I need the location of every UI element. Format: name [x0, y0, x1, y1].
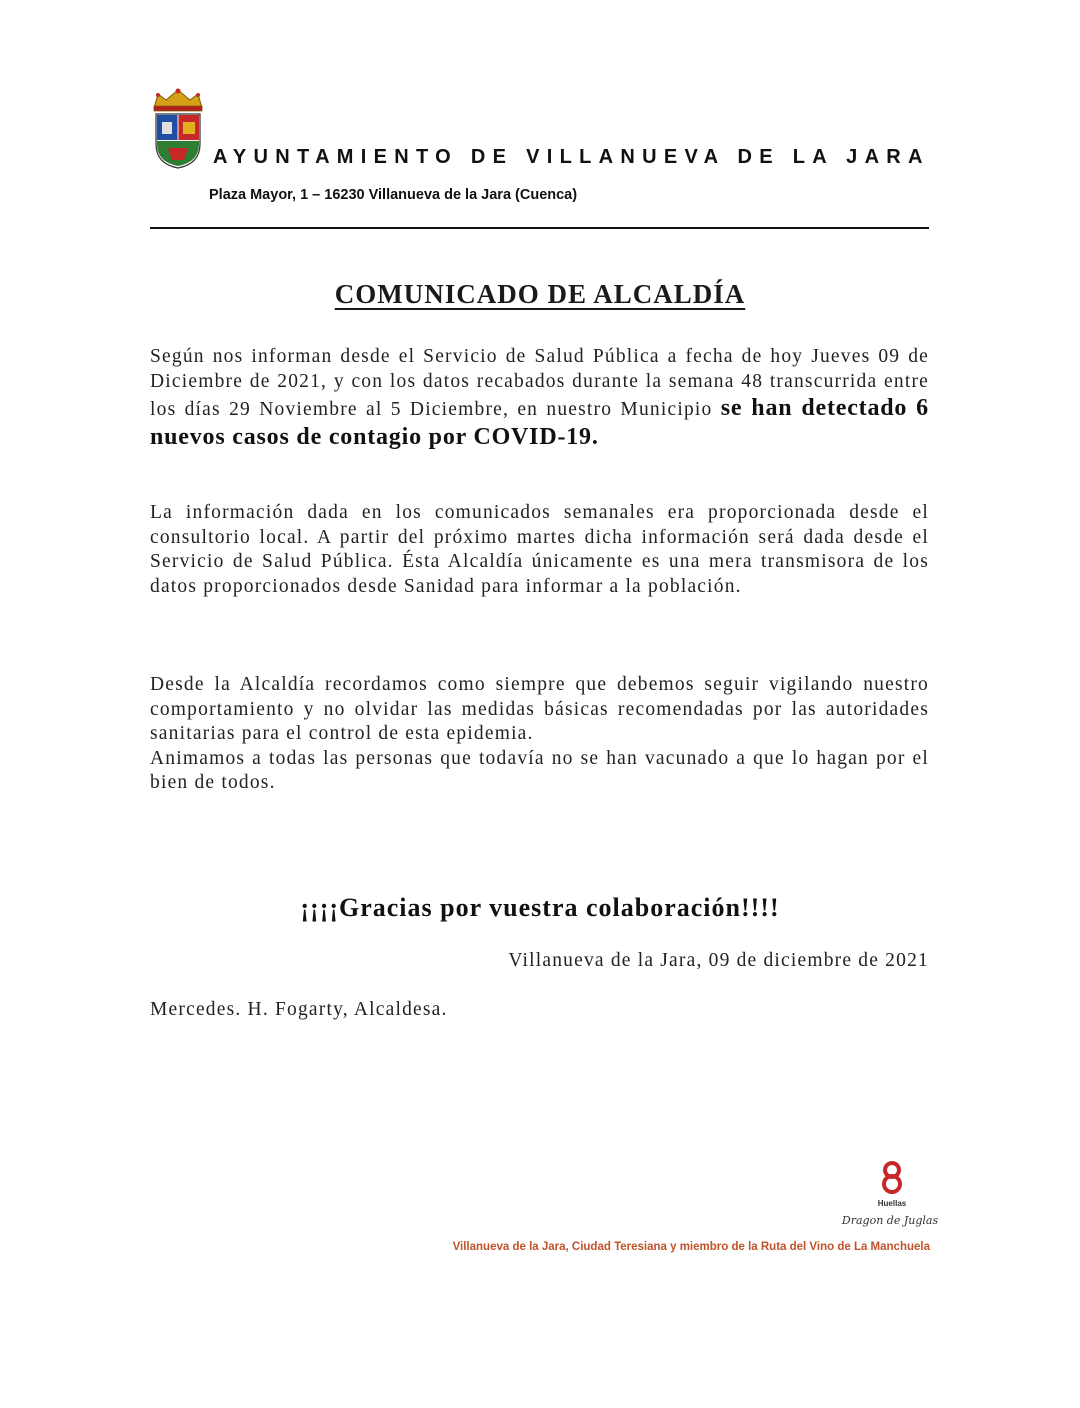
footer-tagline: Villanueva de la Jara, Ciudad Teresiana y miembro de la Ruta del Vino de La Manchuela	[452, 1241, 930, 1253]
paragraph-recommendations-a: Desde la Alcaldía recordamos como siempre que debemos seguir vigilando nuestro comportamiento y no olvidar las medidas básicas recomendadas por las autoridades sanitarias para el control de esta epidemia.	[150, 674, 929, 745]
huellas-logo-icon	[841, 1160, 939, 1232]
document-title-text: COMUNICADO DE ALCALDÍA	[334, 279, 746, 309]
organization-address: Plaza Mayor, 1 – 16230 Villanueva de la Jara (Cuenca)	[209, 187, 578, 203]
paragraph-recommendations-b: Animamos a todas las personas que todavía no se han vacunado a que lo hagan por el bien de todos.	[150, 747, 929, 794]
place-date: Villanueva de la Jara, 09 de diciembre de 2021	[508, 950, 929, 971]
organization-name: AYUNTAMIENTO DE VILLANUEVA DE LA JARA	[213, 146, 930, 168]
svg-text:Dragon de Juglas: Dragon de Juglas	[841, 1214, 939, 1227]
thanks-message: ¡¡¡¡Gracias por vuestra colaboración!!!!	[300, 893, 780, 922]
paragraph-cases	[150, 345, 929, 451]
svg-text:Huellas: Huellas	[877, 1199, 907, 1208]
paragraph-cases-highlight: se han detectado 6 nuevos casos de contagio por COVID-19.	[150, 395, 929, 450]
document-title	[0, 279, 1080, 310]
signature: Mercedes. H. Fogarty, Alcaldesa.	[150, 999, 448, 1020]
paragraph-cases-text: Según nos informan desde el Servicio de Salud Pública a fecha de hoy Jueves 09 de Diciembre de 2021, y con los datos recabados durante la semana 48 transcurrida entre los días 29 Noviembre al 5 Diciembre, en nuestro Municipio	[150, 346, 929, 421]
paragraph-information: La información dada en los comunicados semanales era proporcionada desde el consultorio local. A partir del próximo martes dicha información será dada desde el Servicio de Salud Pública. Ésta Alcaldía únicamente es una mera transmisora de los datos proporcionados desde Sanidad para informar a la población.	[150, 502, 929, 597]
coat-of-arms-icon	[150, 88, 206, 170]
paragraph-recommendations	[150, 673, 929, 796]
header-divider	[150, 227, 929, 229]
